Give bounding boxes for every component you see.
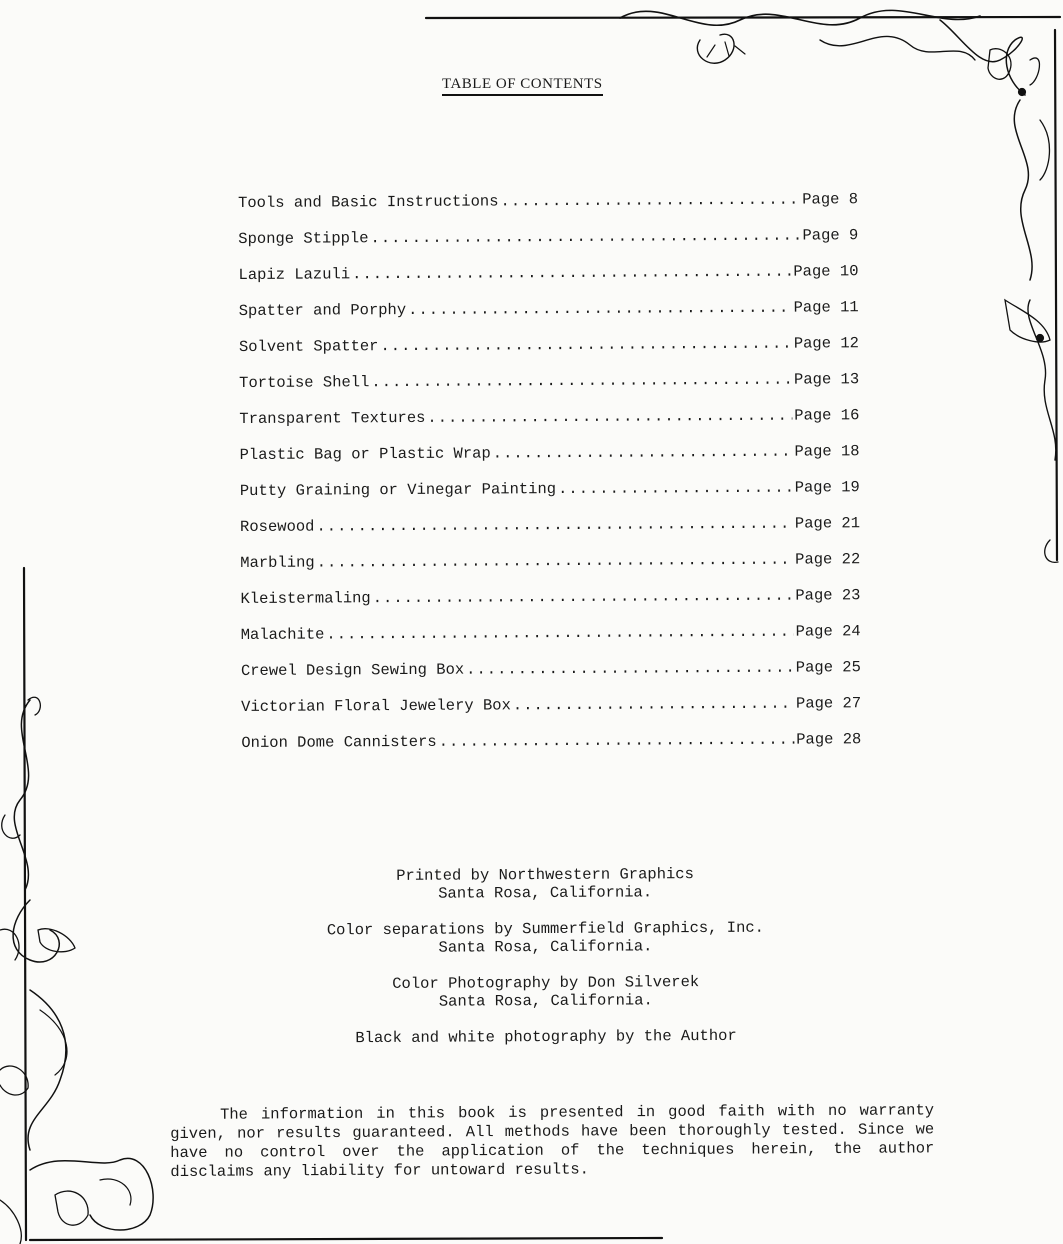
toc-entry — [239, 334, 859, 374]
toc-leader-dots — [439, 731, 795, 751]
toc-entry-label: Tools and Basic Instructions — [238, 192, 499, 212]
toc-entry — [238, 190, 858, 230]
credit-line: Black and white photography by the Author — [355, 1026, 737, 1048]
toc-entry-label: Tortoise Shell — [239, 373, 370, 392]
toc-entry-page: Page 16 — [794, 406, 860, 425]
credit-line: Color separations by Summerfield Graphics, Inc. — [326, 918, 765, 940]
toc-entry — [241, 694, 861, 734]
toc-leader-dots — [380, 335, 791, 356]
toc-leader-dots — [466, 659, 794, 679]
toc-entry-label: Marbling — [240, 553, 315, 572]
toc-entry — [240, 550, 860, 590]
toc-entry — [241, 658, 861, 698]
toc-entry — [238, 262, 858, 302]
toc-entry-page: Page 19 — [794, 478, 860, 497]
toc-leader-dots — [326, 623, 793, 644]
toc-entry-page: Page 23 — [795, 586, 861, 605]
toc-entry — [240, 514, 860, 554]
toc-entry-page: Page 21 — [794, 514, 861, 533]
toc-entry-page: Page 25 — [795, 658, 861, 677]
credit-location: Santa Rosa, California. — [438, 991, 653, 1011]
credit-location: Santa Rosa, California. — [438, 937, 653, 957]
toc-entry-page: Page 9 — [802, 226, 859, 245]
toc-entry-page: Page 28 — [796, 730, 862, 749]
toc-entry-label: Lapiz Lazuli — [238, 265, 351, 284]
credits-section — [200, 864, 891, 1066]
toc-leader-dots — [316, 515, 793, 536]
toc-entry-page: Page 11 — [793, 298, 859, 317]
toc-leader-dots — [408, 299, 792, 319]
toc-leader-dots — [373, 587, 794, 608]
credit-block — [201, 1026, 891, 1048]
disclaimer-paragraph — [170, 1101, 934, 1182]
toc-entry-label: Transparent Textures — [239, 408, 426, 428]
toc-entry-label: Sponge Stipple — [238, 229, 369, 248]
table-of-contents — [238, 190, 862, 770]
toc-entry-page: Page 10 — [793, 262, 859, 281]
toc-entry-label: Kleistermaling — [240, 589, 371, 608]
toc-entry — [240, 442, 860, 482]
toc-leader-dots — [513, 695, 794, 715]
toc-entry-label: Victorian Floral Jewelery Box — [241, 696, 511, 716]
credit-block — [200, 864, 890, 904]
toc-entry — [240, 478, 860, 518]
toc-leader-dots — [317, 551, 794, 572]
toc-entry-page: Page 22 — [795, 550, 861, 569]
toc-entry — [241, 730, 861, 770]
credit-block — [200, 918, 890, 958]
toc-entry-page: Page 12 — [793, 334, 859, 353]
toc-entry-page: Page 18 — [794, 442, 860, 461]
toc-leader-dots — [493, 443, 793, 463]
toc-leader-dots — [352, 263, 791, 284]
toc-entry-label: Putty Graining or Vinegar Painting — [239, 480, 557, 500]
toc-entry-label: Malachite — [240, 625, 325, 644]
toc-entry — [240, 586, 860, 626]
toc-entry-page: Page 8 — [802, 190, 859, 209]
page-title: TABLE OF CONTENTS — [442, 76, 603, 96]
toc-entry-label: Solvent Spatter — [238, 337, 379, 356]
toc-entry-label: Rosewood — [239, 517, 315, 536]
toc-leader-dots — [370, 227, 800, 248]
toc-entry — [239, 370, 859, 410]
toc-entry-label: Crewel Design Sewing Box — [240, 660, 465, 680]
toc-leader-dots — [558, 479, 793, 498]
disclaimer-text: The information in this book is presented in good faith with no warranty given, nor results guaranteed. All methods have been thoroughly tested. Since we have no control over the application of the techniques herein, the author disclaims any liability for untoward results. — [170, 1101, 935, 1181]
toc-entry — [239, 406, 859, 446]
toc-entry-label: Spatter and Porphy — [238, 300, 407, 320]
toc-leader-dots — [427, 407, 792, 427]
toc-entry — [238, 226, 858, 266]
toc-entry-label: Plastic Bag or Plastic Wrap — [239, 444, 491, 464]
toc-entry-page: Page 13 — [793, 370, 860, 389]
toc-entry-label: Onion Dome Cannisters — [241, 732, 437, 752]
credit-block — [201, 972, 891, 1012]
toc-entry-page: Page 27 — [795, 694, 862, 713]
credit-location: Santa Rosa, California. — [438, 883, 653, 903]
toc-leader-dots — [500, 191, 800, 211]
toc-entry — [239, 298, 859, 338]
toc-entry — [241, 622, 861, 662]
toc-leader-dots — [371, 371, 792, 392]
credit-line: Color Photography by Don Silverek — [392, 973, 700, 993]
toc-entry-page: Page 24 — [795, 622, 861, 641]
credit-line: Printed by Northwestern Graphics — [396, 865, 694, 885]
